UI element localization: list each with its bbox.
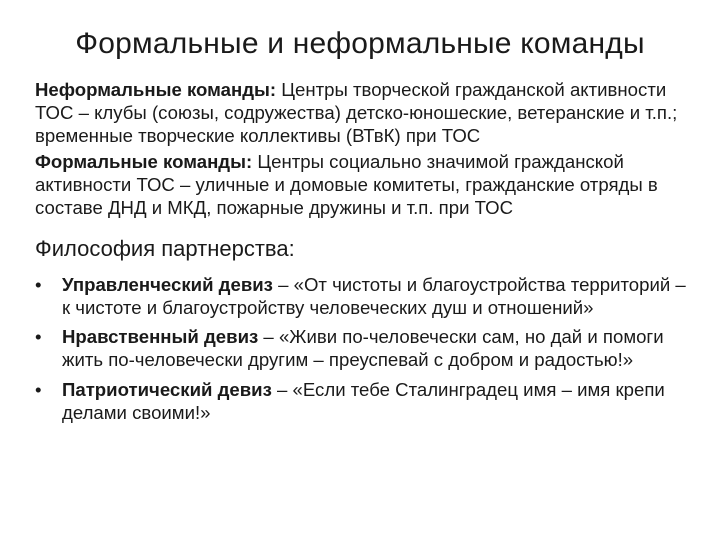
slide-content bbox=[35, 79, 695, 432]
motto-lead: Патриотический девиз bbox=[62, 378, 272, 400]
motto-lead: Управленческий девиз bbox=[62, 273, 273, 295]
list-item bbox=[35, 274, 695, 320]
formal-teams-text: Центры социально значимой гражданской активности ТОС – уличные и домовые комитеты, гражданские отряды в составе ДНД и МКД, пожарные дружины и т.п. при ТОС bbox=[35, 151, 658, 218]
bullet-icon: • bbox=[35, 378, 42, 400]
slide-title: Формальные и неформальные команды bbox=[75, 27, 645, 60]
motto-text: – «Живи по-человечески сам, но дай и помоги жить по-человечески другим – преуспевай с добром и радостью!» bbox=[62, 326, 664, 371]
philosophy-heading: Философия партнерства: bbox=[35, 235, 295, 261]
motto-text: – «От чистоты и благоустройства территорий – к чистоте и благоустройству человеческих душ и отношений» bbox=[62, 273, 686, 318]
informal-teams-paragraph bbox=[35, 79, 695, 147]
informal-teams-text: Центры творческой гражданской активности ТОС – клубы (союзы, содружества) детско-юношеские, ветеранские и т.п.; временные творческие коллективы (ВТвК) при ТОС bbox=[35, 79, 678, 146]
motto-lead: Нравственный девиз bbox=[62, 326, 259, 348]
bullet-icon: • bbox=[35, 326, 42, 348]
motto-text: – «Если тебе Сталинградец имя – имя крепи делами своими!» bbox=[62, 378, 665, 423]
bullet-icon: • bbox=[35, 273, 42, 295]
formal-teams-paragraph bbox=[35, 151, 695, 219]
motto-list bbox=[35, 274, 695, 425]
list-item bbox=[35, 379, 695, 425]
informal-teams-lead: Неформальные команды: bbox=[35, 79, 277, 100]
list-item bbox=[35, 326, 695, 372]
formal-teams-lead: Формальные команды: bbox=[35, 151, 253, 173]
